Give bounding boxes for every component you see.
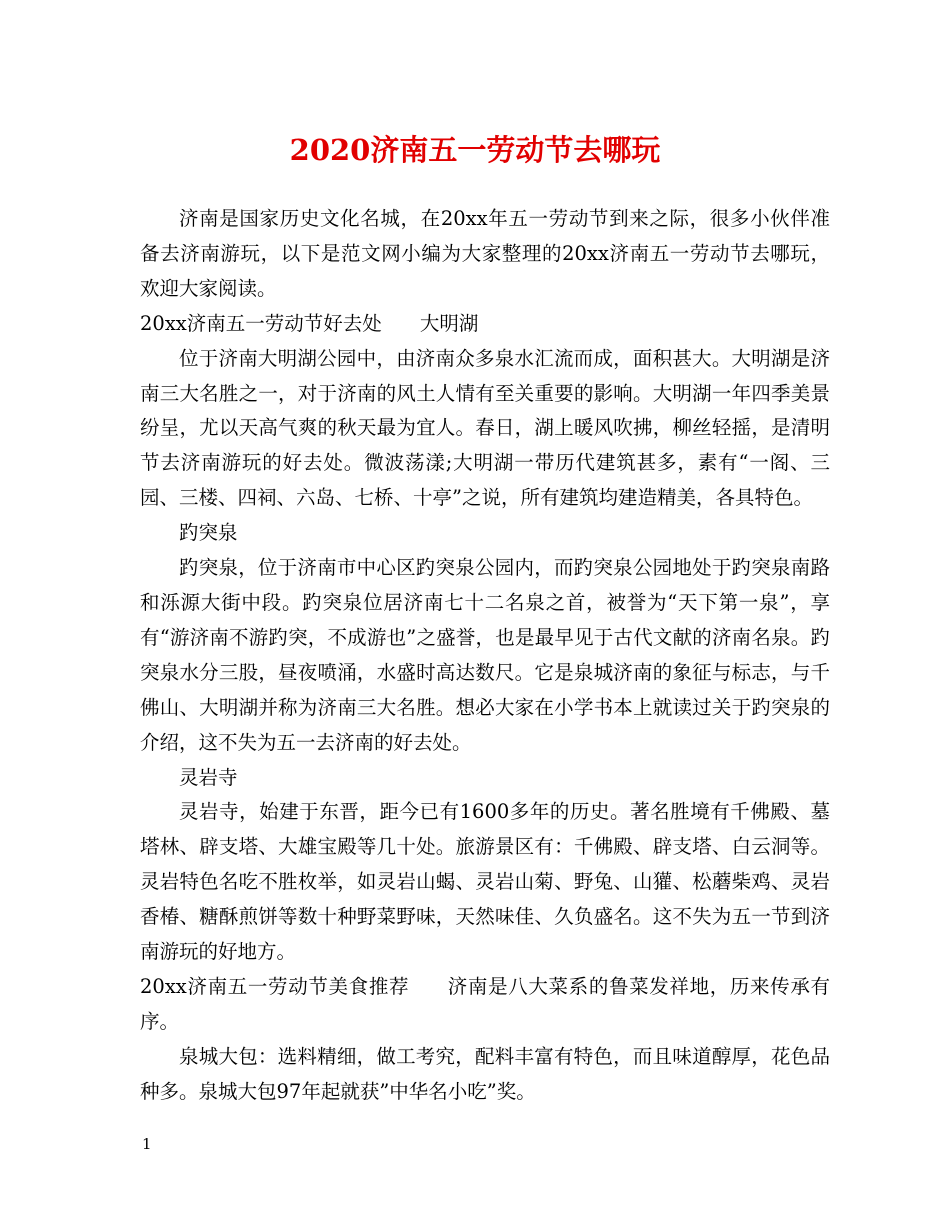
food-heading-text: 20xx济南五一劳动节美食推荐 — [140, 974, 410, 998]
document-body — [140, 202, 830, 1110]
page-number: 1 — [142, 1135, 152, 1153]
section-heading-food — [140, 970, 830, 1040]
lingyansi-paragraph: 灵岩寺，始建于东晋，距今已有1600多年的历史。著名胜境有千佛殿、墓塔林、辟支塔、大雄宝殿等几十处。旅游景区有：千佛殿、辟支塔、白云洞等。灵岩特色名吃不胜枚举，如灵岩山蝎、灵岩山菊、野兔、山獾、松蘑柴鸡、灵岩香椿、糖酥煎饼等数十种野菜野味，天然味佳、久负盛名。这不失为五一节到济南游玩的好地方。 — [140, 800, 830, 964]
section-heading-text: 20xx济南五一劳动节好去处 — [140, 311, 382, 335]
lingyansi-heading: 灵岩寺 — [179, 765, 238, 789]
document-title: 2020济南五一劳动节去哪玩 — [289, 133, 661, 167]
daminghu-heading: 大明湖 — [419, 311, 479, 335]
intro-paragraph: 济南是国家历史文化名城，在20xx年五一劳动节到来之际，很多小伙伴准备去济南游玩，以下是范文网小编为大家整理的20xx济南五一劳动节去哪玩，欢迎大家阅读。 — [140, 207, 830, 300]
daminghu-paragraph: 位于济南大明湖公园中，由济南众多泉水汇流而成，面积甚大。大明湖是济南三大名胜之一，对于济南的风土人情有至关重要的影响。大明湖一年四季美景纷呈，尤以天高气爽的秋天最为宜人。春日，湖上暖风吹拂，柳丝轻摇，是清明节去济南游玩的好去处。微波荡漾;大明湖一带历代建筑甚多，素有“一阁、三园、三楼、四祠、六岛、七桥、十亭”之说，所有建筑均建造精美，各具特色。 — [140, 346, 830, 510]
baotuquan-paragraph: 趵突泉，位于济南市中心区趵突泉公园内，而趵突泉公园地处于趵突泉南路和泺源大街中段。趵突泉位居济南七十二名泉之首，被誉为“天下第一泉”，享有“游济南不游趵突，不成游也”之盛誉，也是最早见于古代文献的济南名泉。趵突泉水分三股，昼夜喷涌，水盛时高达数尺。它是泉城济南的象征与标志，与千佛山、大明湖并称为济南三大名胜。想必大家在小学书本上就读过关于趵突泉的介绍，这不失为五一去济南的好去处。 — [140, 556, 830, 754]
baozi-paragraph: 泉城大包：选料精细，做工考究，配料丰富有特色，而且味道醇厚，花色品种多。泉城大包97年起就获”中华名小吃”奖。 — [140, 1044, 830, 1103]
food-intro-text: 济南是八大菜系的鲁菜发祥地，历来传承有序。 — [140, 974, 830, 1033]
baotuquan-heading: 趵突泉 — [179, 521, 238, 545]
section-heading-attractions — [140, 307, 830, 342]
